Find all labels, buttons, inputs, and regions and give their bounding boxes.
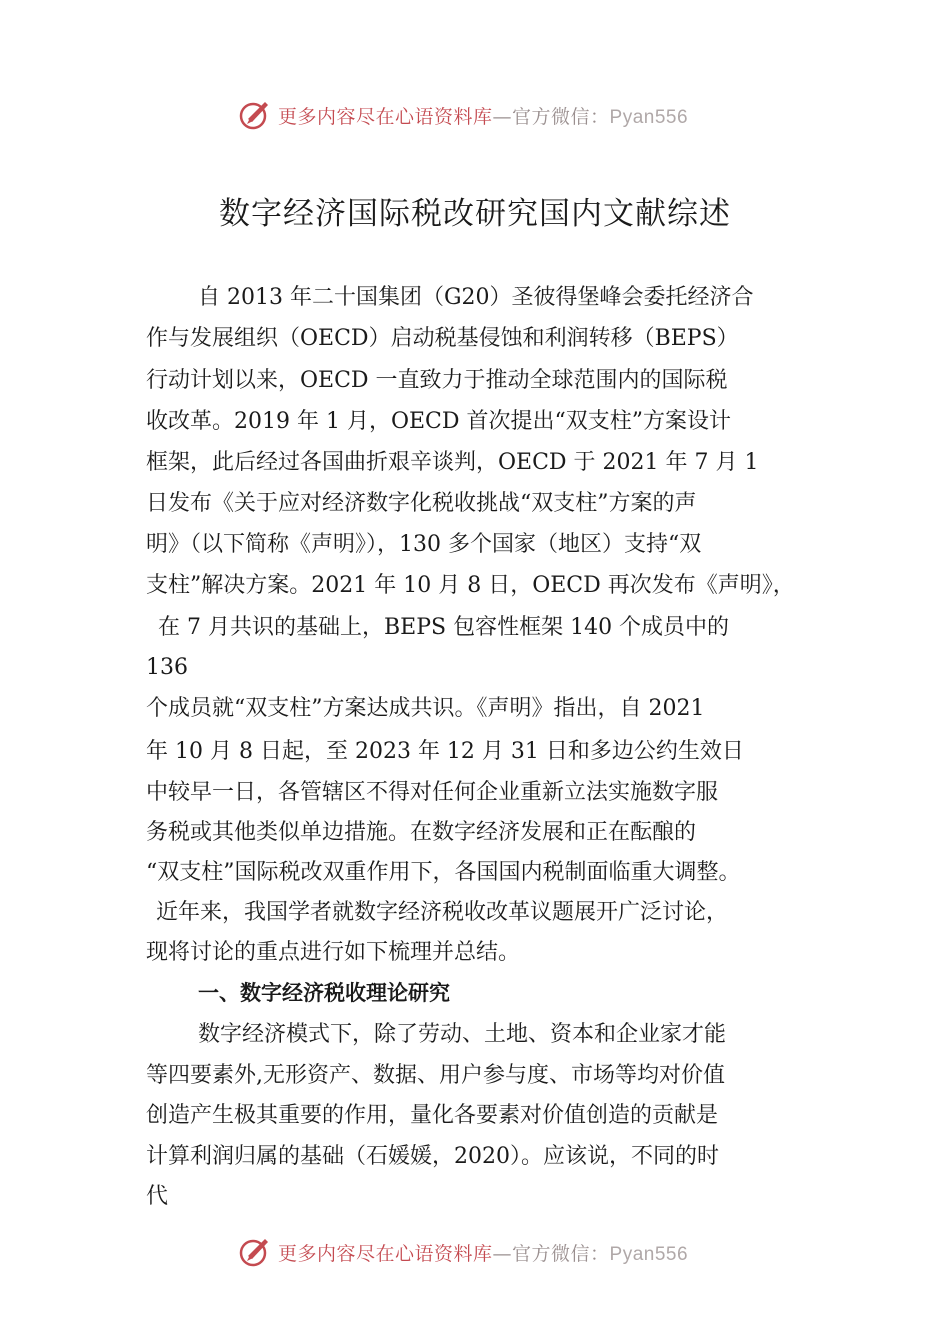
body-line: 现将讨论的重点进行如下梳理并总结。: [146, 940, 521, 965]
watermark-dash: —: [492, 1243, 513, 1265]
body-line: 在 7 月共识的基础上，BEPS 包容性框架 140 个成员中的: [158, 615, 730, 640]
document-title: 数字经济国际税改研究国内文献综述: [219, 196, 731, 232]
body-line: 中较早一日，各管辖区不得对任何企业重新立法实施数字服: [146, 780, 719, 805]
watermark-library: 更多内容尽在心语资料库: [278, 106, 493, 128]
quill-logo-icon: [238, 1234, 272, 1268]
body-line: 个成员就“双支柱”方案达成共识。《声明》指出，自 2021: [146, 696, 705, 721]
quill-logo-icon: [238, 97, 272, 131]
body-line: 务税或其他类似单边措施。在数字经济发展和正在酝酿的: [146, 820, 697, 845]
body-line: 近年来，我国学者就数字经济税收改革议题展开广泛讨论，: [156, 900, 729, 925]
body-line: 创造产生极其重要的作用，量化各要素对价值创造的贡献是: [146, 1103, 719, 1128]
section-heading: 一、数字经济税收理论研究: [198, 981, 450, 1005]
watermark-id: Pyan556: [609, 107, 689, 128]
body-line: 行动计划以来，OECD 一直致力于推动全球范围内的国际税: [146, 368, 728, 393]
body-line: 代: [146, 1184, 169, 1209]
body-line: 明》（以下简称《声明》），130 多个国家（地区）支持“双: [146, 532, 702, 557]
watermark-id: Pyan556: [609, 1244, 689, 1265]
watermark-library: 更多内容尽在心语资料库: [278, 1243, 493, 1265]
body-line: 年 10 月 8 日起，至 2023 年 12 月 31 日和多边公约生效日: [146, 739, 744, 764]
watermark-wechat-label: 官方微信：: [512, 1243, 610, 1265]
body-line: 作与发展组织（OECD）启动税基侵蚀和利润转移（BEPS）: [146, 326, 739, 351]
body-line: 136: [146, 655, 188, 680]
body-line: 日发布《关于应对经济数字化税收挑战“双支柱”方案的声: [146, 491, 697, 516]
header-watermark: [0, 95, 950, 135]
watermark-text: [278, 1239, 688, 1266]
body-line: 自 2013 年二十国集团（G20）圣彼得堡峰会委托经济合: [198, 285, 754, 310]
footer-watermark: [0, 1232, 950, 1272]
body-line: 支柱”解决方案。2021 年 10 月 8 日，OECD 再次发布《声明》，: [146, 573, 795, 598]
body-line: 计算利润归属的基础（石媛媛，2020）。应该说，不同的时: [146, 1144, 719, 1169]
body-line: 收改革。2019 年 1 月，OECD 首次提出“双支柱”方案设计: [146, 409, 732, 434]
body-line: “双支柱”国际税改双重作用下，各国国内税制面临重大调整。: [146, 860, 741, 885]
body-line: 框架，此后经过各国曲折艰辛谈判，OECD 于 2021 年 7 月 1: [146, 450, 759, 475]
watermark-text: [278, 102, 688, 129]
body-line: 数字经济模式下，除了劳动、土地、资本和企业家才能: [198, 1022, 727, 1047]
watermark-dash: —: [492, 106, 513, 128]
body-line: 等四要素外,无形资产、数据、用户参与度、市场等均对价值: [146, 1063, 725, 1088]
watermark-wechat-label: 官方微信：: [512, 106, 610, 128]
